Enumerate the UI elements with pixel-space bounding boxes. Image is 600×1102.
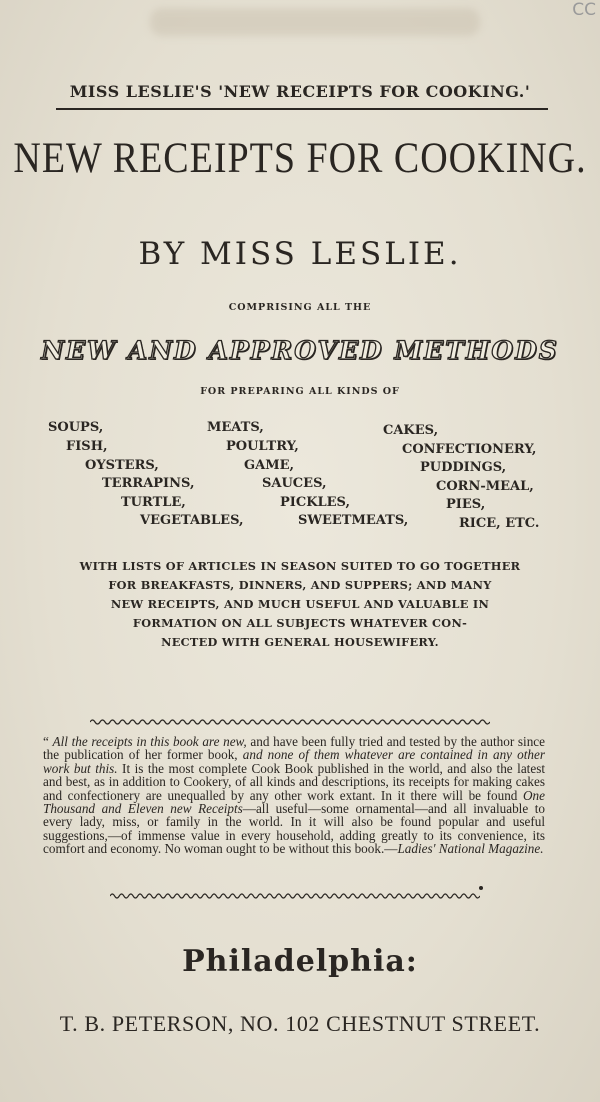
food-item: GAME,: [244, 458, 295, 473]
food-item: PIES,: [446, 497, 486, 512]
author-byline: BY MISS LESLIE.: [138, 236, 462, 272]
ornament-dot: [479, 886, 483, 890]
wavy-rule-bottom: [110, 892, 480, 900]
food-item: PICKLES,: [280, 495, 351, 510]
food-item: TERRAPINS,: [102, 476, 195, 491]
review-source: Ladies' National Magazine.: [397, 841, 544, 857]
wavy-rule-top: [90, 718, 490, 726]
comprising-line: COMPRISING ALL THE: [228, 302, 372, 313]
for-preparing-line: FOR PREPARING ALL KINDS OF: [200, 386, 400, 397]
food-item: OYSTERS,: [85, 458, 159, 473]
review-text: —all useful—some ornamental—and all invaluable to every lady, miss, or family in the world. In it will also be found popular and useful suggestions,—of immense value in every household, adding greatly to its convenience, its comfort and economy. No woman ought to be without this book.—: [43, 801, 545, 857]
review-open-quote: “: [43, 734, 53, 749]
food-item: MEATS,: [207, 420, 264, 435]
food-item: CAKES,: [383, 423, 439, 438]
description-line: FOR BREAKFASTS, DINNERS, AND SUPPERS; AND MANY: [108, 578, 492, 592]
food-item: FISH,: [66, 439, 108, 454]
review-italic: One Thousand and Eleven new Receipts: [43, 787, 545, 817]
food-item: CORN-MEAL,: [436, 479, 534, 494]
food-item: PUDDINGS,: [420, 460, 507, 475]
ornate-heading: NEW AND APPROVED METHODS: [41, 336, 559, 365]
paper-stain: [150, 8, 480, 36]
corner-mark: CC: [572, 0, 596, 20]
food-item: POULTRY,: [226, 439, 299, 454]
review-text: and have been fully tried and tested by the author since the publication of her former book,: [43, 734, 545, 763]
description-line: NECTED WITH GENERAL HOUSEWIFERY.: [161, 635, 439, 649]
description-line: NEW RECEIPTS, AND MUCH USEFUL AND VALUABLE IN: [110, 597, 490, 611]
review-text: It is the most complete Cook Book published in the world, and also the latest and best, as in addition to Cookery, of all kinds and descriptions, its receipts for making cakes and confectionery are unequalled by any other work extant. In it there will be found: [43, 760, 545, 803]
food-item: SAUCES,: [262, 476, 327, 491]
food-item: CONFECTIONERY,: [402, 442, 537, 457]
description-line: WITH LISTS OF ARTICLES IN SEASON SUITED TO GO TOGETHER: [79, 559, 521, 573]
food-item: RICE, ETC.: [459, 516, 540, 531]
food-item: SWEETMEATS,: [298, 513, 409, 528]
imprint-city: Philadelphia:: [182, 944, 418, 979]
food-item: VEGETABLES,: [140, 513, 244, 528]
imprint-publisher: T. B. PETERSON, NO. 102 CHESTNUT STREET.: [59, 1011, 541, 1036]
page-title: NEW RECEIPTS FOR COOKING.: [13, 133, 587, 183]
review-italic: All the receipts in this book are new,: [52, 734, 247, 749]
review-quote: [43, 735, 545, 856]
description-block: [40, 557, 560, 652]
head-rule: [56, 108, 548, 110]
running-head: MISS LESLIE'S 'NEW RECEIPTS FOR COOKING.': [69, 82, 531, 101]
review-italic: and none of them whatever are contained in any other work but this.: [43, 747, 546, 776]
food-item: SOUPS,: [48, 420, 104, 435]
description-line: FORMATION ON ALL SUBJECTS WHATEVER CON-: [132, 616, 468, 630]
food-item: TURTLE,: [121, 495, 186, 510]
